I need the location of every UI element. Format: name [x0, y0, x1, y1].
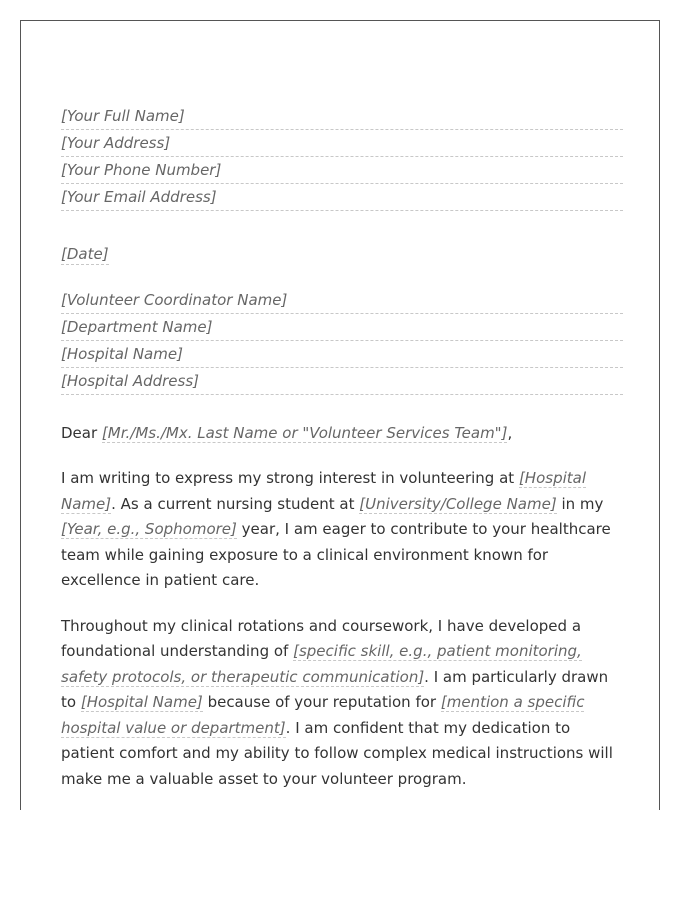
hospital-name-inline-field[interactable]: [Hospital Name] — [61, 469, 587, 513]
body-paragraph-2 — [61, 614, 623, 793]
paragraph-text: . As a current nursing student at — [111, 494, 355, 513]
hospital-name-field[interactable]: [Hospital Name] — [61, 341, 623, 368]
paragraph-text: . I am particularly drawn to — [61, 667, 609, 711]
sender-address-field[interactable]: [Your Address] — [61, 130, 623, 157]
paragraph-text: Throughout my clinical rotations and coursework, I have developed a foundational understanding of — [61, 616, 582, 660]
hospital-value-inline-field[interactable]: [mention a specific hospital value or department] — [61, 693, 585, 737]
paragraph-text: year, I am eager to contribute to your healthcare team while gaining exposure to a clinical environment known for excellence in patient care. — [61, 520, 611, 589]
sender-block — [61, 103, 623, 211]
salutation-suffix: , — [507, 424, 513, 442]
university-name-inline-field[interactable]: [University/College Name] — [359, 494, 557, 513]
paragraph-text: because of your reputation for — [207, 693, 437, 711]
coordinator-name-field[interactable]: [Volunteer Coordinator Name] — [61, 287, 623, 314]
paragraph-text: . I am confident that my dedication to patient comfort and my ability to follow complex medical instructions will make me a valuable asset to your volunteer program. — [61, 718, 613, 788]
recipient-block — [61, 287, 623, 395]
paragraph-text: I am writing to express my strong interest in volunteering at — [61, 469, 515, 487]
letter-content — [61, 103, 623, 792]
sender-phone-field[interactable]: [Your Phone Number] — [61, 157, 623, 184]
salutation — [61, 421, 623, 446]
paragraph-text: in my — [561, 494, 604, 513]
specific-skill-inline-field[interactable]: [specific skill, e.g., patient monitoring, safety protocols, or therapeutic communication] — [61, 642, 582, 686]
year-inline-field[interactable]: [Year, e.g., Sophomore] — [61, 520, 237, 538]
department-name-field[interactable]: [Department Name] — [61, 314, 623, 341]
sender-email-field[interactable]: [Your Email Address] — [61, 184, 623, 211]
hospital-address-field[interactable]: [Hospital Address] — [61, 368, 623, 395]
salutation-prefix: Dear — [61, 424, 98, 442]
sender-full-name-field[interactable]: [Your Full Name] — [61, 103, 623, 130]
salutation-name-field[interactable]: [Mr./Ms./Mx. Last Name or "Volunteer Services Team"] — [101, 424, 508, 442]
letter-page — [20, 20, 660, 810]
date-field[interactable]: [Date] — [61, 245, 109, 263]
body-paragraph-1 — [61, 466, 623, 594]
hospital-name-inline-field[interactable]: [Hospital Name] — [80, 693, 203, 711]
date-block — [61, 241, 623, 267]
